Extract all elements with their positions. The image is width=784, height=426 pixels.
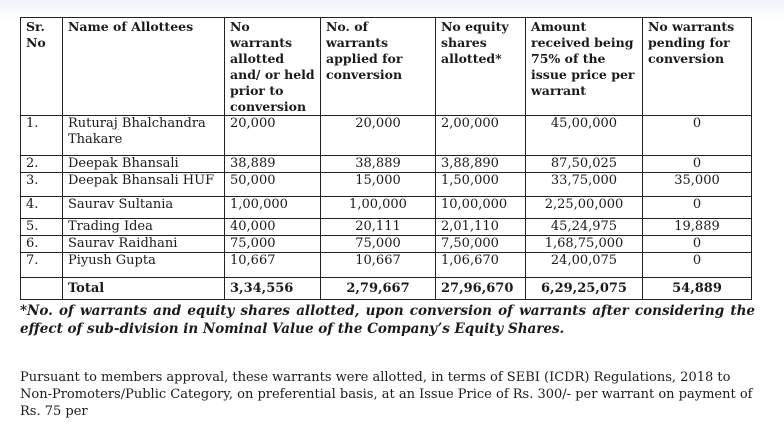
cell-name: Trading Idea (63, 219, 225, 236)
cell-held: 50,000 (225, 173, 321, 197)
cell-applied: 20,111 (321, 219, 436, 236)
header-amount: Amount received being 75% of the issue price per warrant (526, 18, 643, 116)
cell-sr-empty (21, 278, 63, 300)
allottees-table (20, 17, 752, 300)
cell-shares: 2,01,110 (436, 219, 526, 236)
cell-amount: 33,75,000 (526, 173, 643, 197)
cell-name: Deepak Bhansali HUF (63, 173, 225, 197)
cell-amount: 1,68,75,000 (526, 236, 643, 253)
cell-applied: 10,667 (321, 253, 436, 278)
cell-shares: 1,06,670 (436, 253, 526, 278)
total-applied: 2,79,667 (321, 278, 436, 300)
header-applied: No. of warrants applied for conversion (321, 18, 436, 116)
table-row (21, 253, 752, 278)
table-row (21, 219, 752, 236)
table-row (21, 156, 752, 173)
cell-shares: 7,50,000 (436, 236, 526, 253)
header-sr: Sr. No (21, 18, 63, 116)
cell-pending: 0 (643, 197, 752, 219)
cell-held: 20,000 (225, 116, 321, 156)
cell-applied: 38,889 (321, 156, 436, 173)
header-held: No warrants allotted and/ or held prior to conversion (225, 18, 321, 116)
table-header-row (21, 18, 752, 116)
header-name: Name of Allottees (63, 18, 225, 116)
cell-shares: 1,50,000 (436, 173, 526, 197)
total-shares: 27,96,670 (436, 278, 526, 300)
header-shares: No equity shares allotted* (436, 18, 526, 116)
table-footnote: *No. of warrants and equity shares allotted, upon conversion of warrants after considering the effect of sub-division in Nominal Value of the Company’s Equity Shares. (20, 303, 755, 337)
cell-held: 10,667 (225, 253, 321, 278)
cell-pending: 35,000 (643, 173, 752, 197)
table-total-row (21, 278, 752, 300)
total-label: Total (63, 278, 225, 300)
cell-amount: 87,50,025 (526, 156, 643, 173)
cell-shares: 2,00,000 (436, 116, 526, 156)
cell-name: Piyush Gupta (63, 253, 225, 278)
cell-sr: 1. (21, 116, 63, 156)
total-pending: 54,889 (643, 278, 752, 300)
cell-applied: 20,000 (321, 116, 436, 156)
total-held: 3,34,556 (225, 278, 321, 300)
cell-sr: 3. (21, 173, 63, 197)
cell-amount: 24,00,075 (526, 253, 643, 278)
cell-sr: 5. (21, 219, 63, 236)
cell-amount: 2,25,00,000 (526, 197, 643, 219)
body-paragraph: Pursuant to members approval, these warrants were allotted, in terms of SEBI (ICDR) Regulations, 2018 to Non-Promoters/Public Category, on preferential basis, at an Issue Price of Rs. 300/- per warrant on payment of Rs. 75 per (20, 370, 753, 419)
cell-name: Ruturaj Bhalchandra Thakare (63, 116, 225, 156)
cell-amount: 45,24,975 (526, 219, 643, 236)
cell-sr: 4. (21, 197, 63, 219)
cell-name: Saurav Raidhani (63, 236, 225, 253)
table-row (21, 236, 752, 253)
header-pending: No warrants pending for conversion (643, 18, 752, 116)
cell-pending: 0 (643, 236, 752, 253)
cell-held: 38,889 (225, 156, 321, 173)
cell-shares: 10,00,000 (436, 197, 526, 219)
cell-pending: 0 (643, 253, 752, 278)
cell-name: Deepak Bhansali (63, 156, 225, 173)
table-row (21, 173, 752, 197)
table-row (21, 197, 752, 219)
cell-sr: 2. (21, 156, 63, 173)
cell-pending: 0 (643, 156, 752, 173)
cell-name: Saurav Sultania (63, 197, 225, 219)
cell-shares: 3,88,890 (436, 156, 526, 173)
cell-held: 75,000 (225, 236, 321, 253)
total-amount: 6,29,25,075 (526, 278, 643, 300)
cell-sr: 6. (21, 236, 63, 253)
cell-applied: 75,000 (321, 236, 436, 253)
cell-pending: 0 (643, 116, 752, 156)
cell-sr: 7. (21, 253, 63, 278)
cell-held: 1,00,000 (225, 197, 321, 219)
cell-held: 40,000 (225, 219, 321, 236)
cell-pending: 19,889 (643, 219, 752, 236)
cell-amount: 45,00,000 (526, 116, 643, 156)
cell-applied: 15,000 (321, 173, 436, 197)
cell-applied: 1,00,000 (321, 197, 436, 219)
table-row (21, 116, 752, 156)
